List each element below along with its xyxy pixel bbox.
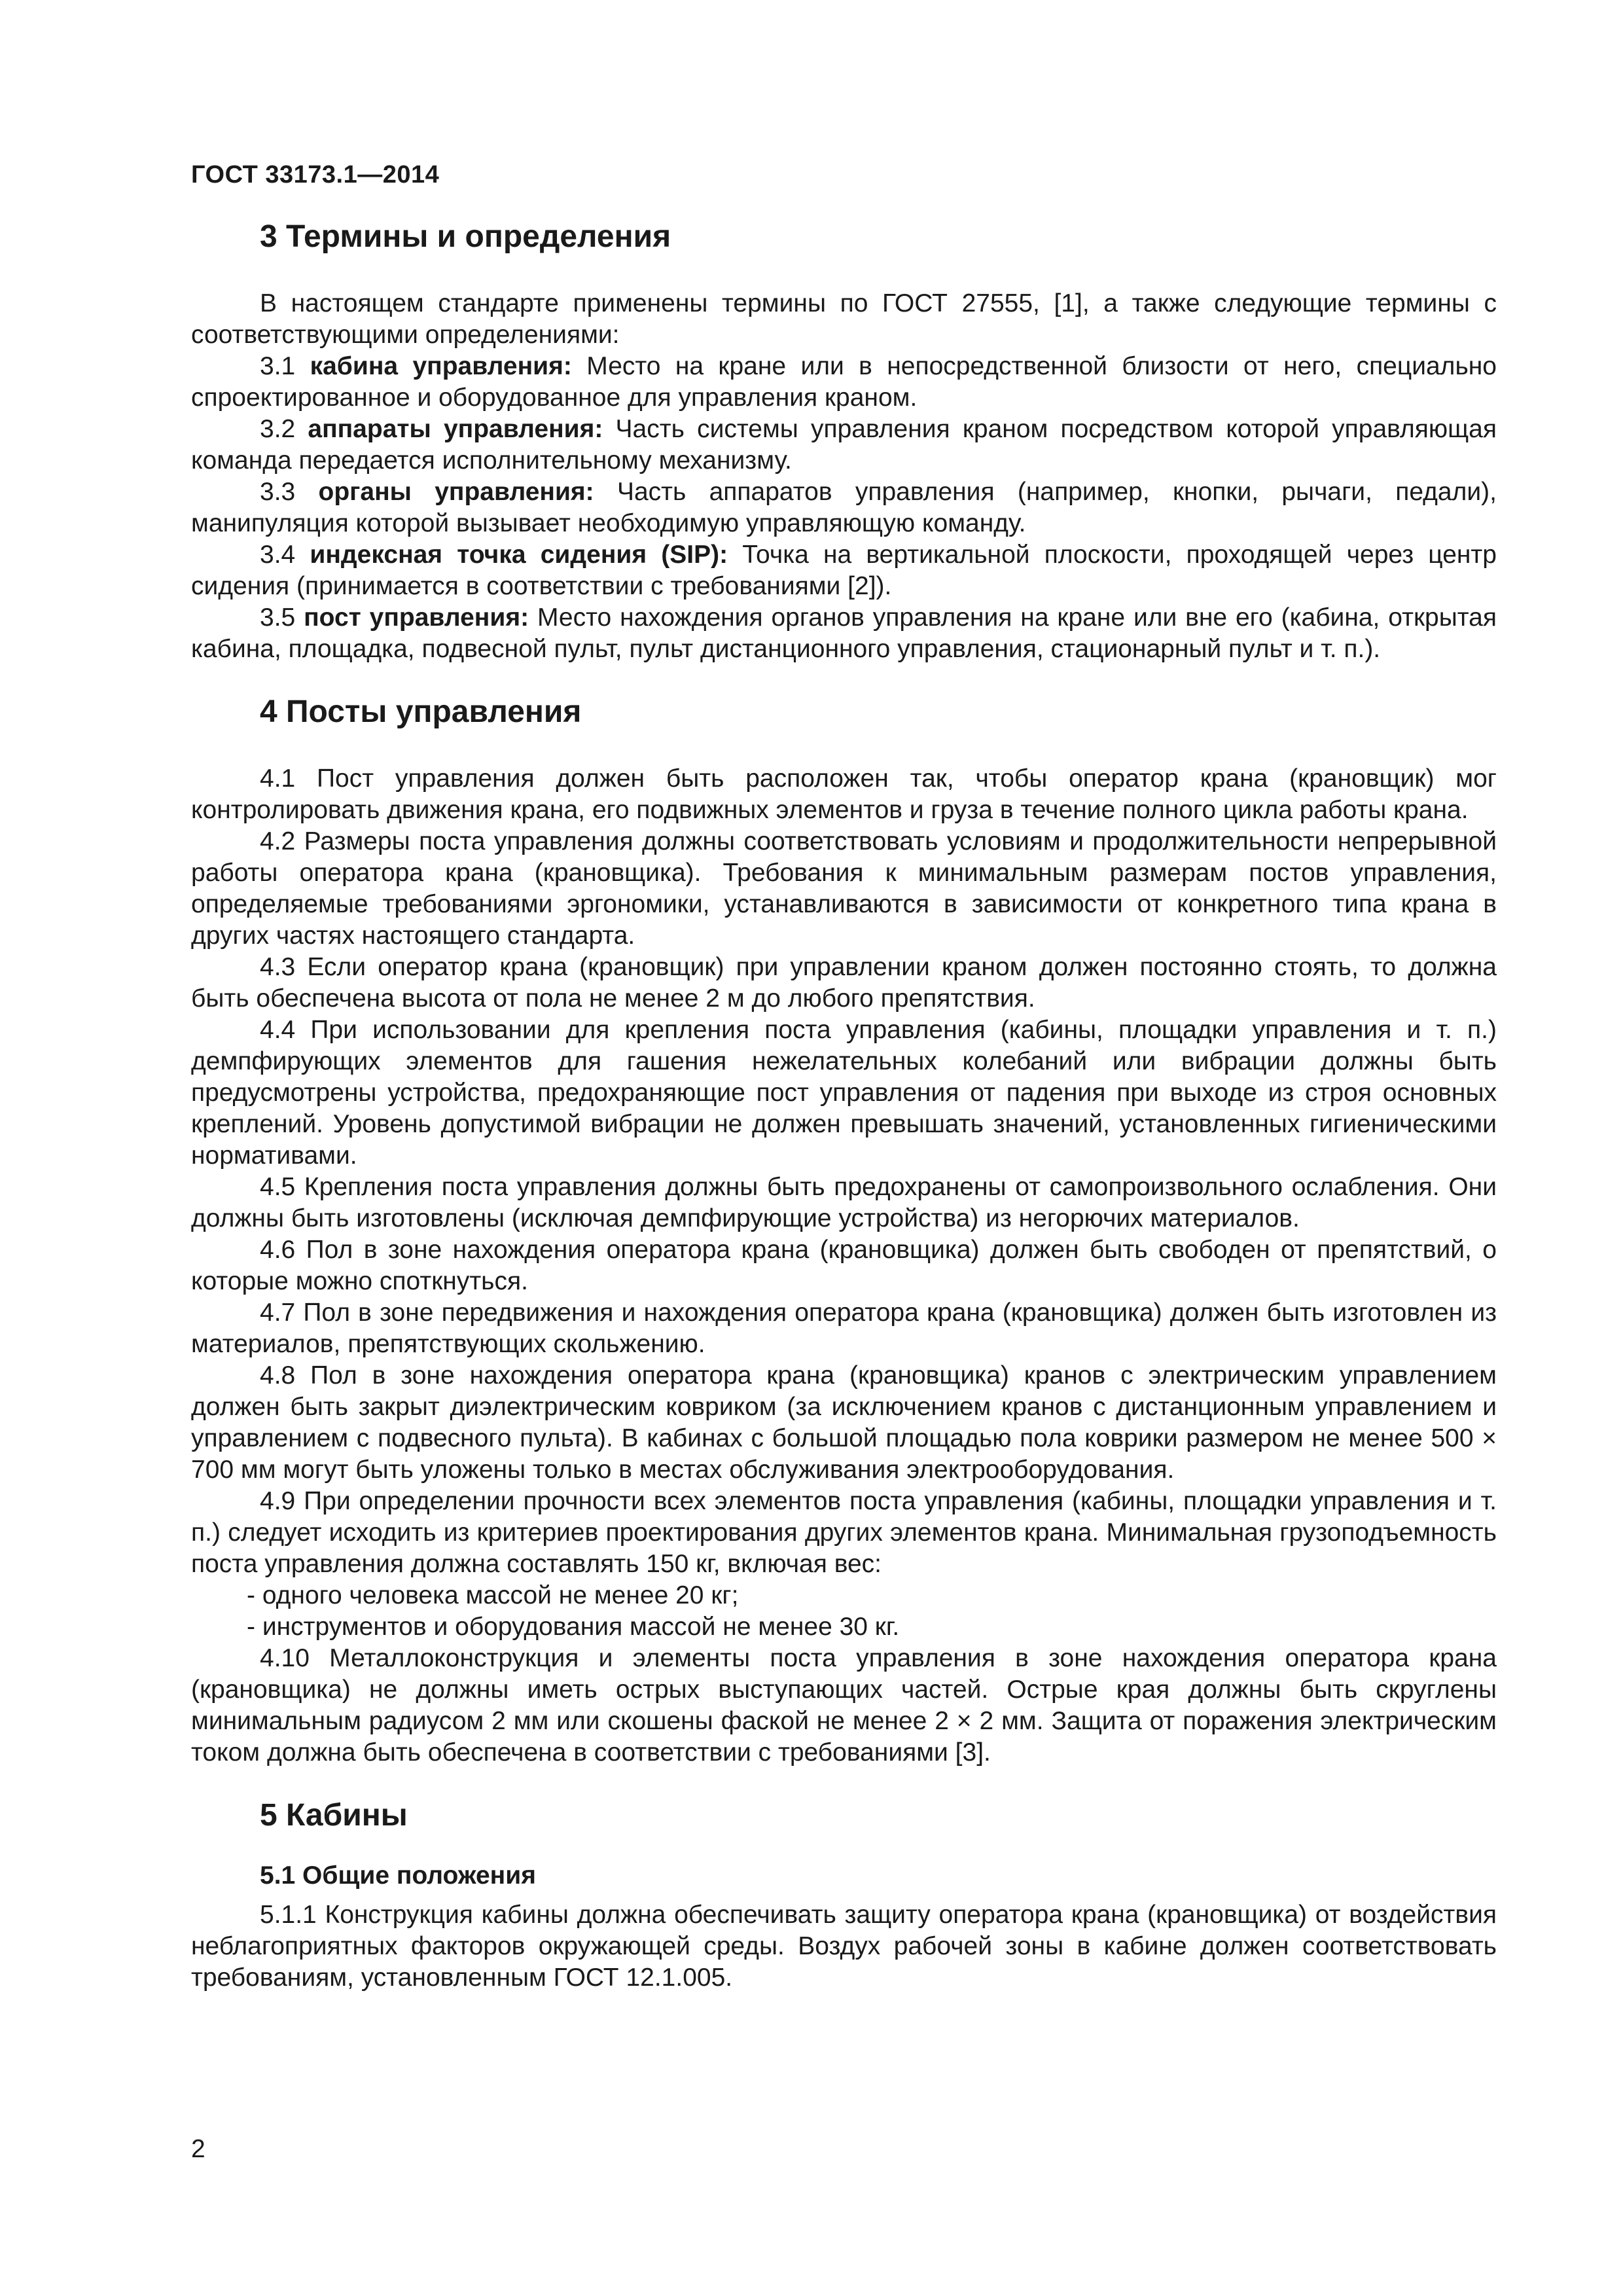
paragraph-4-7: 4.7 Пол в зоне передвижения и нахождения оператора крана (крановщика) должен быть изготовлен из материалов, препятствующих скольжению. xyxy=(191,1299,1497,1358)
term-name: органы управления: xyxy=(318,478,594,506)
term-3-3 xyxy=(191,476,1497,539)
term-3-4 xyxy=(191,539,1497,602)
list-item: - инструментов и оборудования массой не менее 30 кг. xyxy=(247,1613,900,1641)
paragraph-4-3: 4.3 Если оператор крана (крановщик) при управлении краном должен постоянно стоять, то должна быть обеспечена высота от пола не менее 2 м до любого препятствия. xyxy=(191,953,1497,1013)
term-name: кабина управления: xyxy=(310,352,572,380)
paragraph-4-5: 4.5 Крепления поста управления должны быть предохранены от самопроизвольного ослабления. Они должны быть изготовлены (исключая демпфирующие устройства) из негорючих материалов. xyxy=(191,1173,1497,1232)
paragraph-4-2: 4.2 Размеры поста управления должны соответствовать условиям и продолжительности непрерывной работы оператора крана (крановщика). Требования к минимальным размерам постов управления, определяемые требованиями эргономики, устанавливаются в зависимости от конкретного типа крана в других частях настоящего стандарта. xyxy=(191,827,1497,950)
paragraph-5-1-1: 5.1.1 Конструкция кабины должна обеспечивать защиту оператора крана (крановщика) от воздействия неблагоприятных факторов окружающей среды. Воздух рабочей зоны в кабине должен соответствовать требованиям, установленным ГОСТ 12.1.005. xyxy=(191,1901,1497,1992)
term-name: аппараты управления: xyxy=(308,415,603,443)
list-item: - одного человека массой не менее 20 кг; xyxy=(247,1581,739,1609)
page-number: 2 xyxy=(191,2135,205,2163)
subsection-5-1-heading: 5.1 Общие положения xyxy=(260,1861,536,1890)
term-number: 3.1 xyxy=(260,352,310,380)
section-3-heading: 3 Термины и определения xyxy=(260,219,671,254)
term-name: индексная точка сидения (SIP): xyxy=(310,541,728,569)
paragraph-4-9: 4.9 При определении прочности всех элементов поста управления (кабины, площадки управления и т. п.) следует исходить из критериев проектирования других элементов крана. Минимальная грузоподъемность поста управления должна составлять 150 кг, включая вес: xyxy=(191,1487,1497,1578)
term-definition: Место на кране или в непосредственной близости от него, специально спроектированное и оборудованное для управления краном. xyxy=(191,352,1497,412)
term-name: пост управления: xyxy=(304,603,529,632)
paragraph-4-4: 4.4 При использовании для крепления поста управления (кабины, площадки управления и т. п.) демпфирующих элементов для гашения нежелательных колебаний или вибрации должны быть предусмотрены устройства, предохраняющие пост управления от падения при выходе из строя основных креплений. Уровень допустимой вибрации не должен превышать значений, установленных гигиеническими нормативами. xyxy=(191,1016,1497,1170)
term-3-1 xyxy=(191,351,1497,414)
term-number: 3.4 xyxy=(260,541,310,569)
term-3-5 xyxy=(191,602,1497,665)
term-definition: Место нахождения органов управления на кране или вне его (кабина, открытая кабина, площадка, подвесной пульт, пульт дистанционного управления, стационарный пульт и т. п.). xyxy=(191,603,1497,663)
paragraph-4-6: 4.6 Пол в зоне нахождения оператора крана (крановщика) должен быть свободен от препятствий, о которые можно споткнуться. xyxy=(191,1236,1497,1295)
document-body xyxy=(191,216,1497,1994)
term-definition: Часть аппаратов управления (например, кнопки, рычаги, педали), манипуляция которой вызывает необходимую управляющую команду. xyxy=(191,478,1497,537)
term-number: 3.2 xyxy=(260,415,308,443)
term-3-2 xyxy=(191,414,1497,476)
paragraph-4-1: 4.1 Пост управления должен быть расположен так, чтобы оператор крана (крановщик) мог контролировать движения крана, его подвижных элементов и груза в течение полного цикла работы крана. xyxy=(191,764,1497,824)
term-number: 3.3 xyxy=(260,478,319,506)
section-4-heading: 4 Посты управления xyxy=(260,694,582,729)
term-number: 3.5 xyxy=(260,603,304,632)
paragraph-4-8: 4.8 Пол в зоне нахождения оператора крана (крановщика) кранов с электрическим управлением должен быть закрыт диэлектрическим ковриком (за исключением кранов с дистанционным управлением и управлением с подвесного пульта). В кабинах с большой площадью пола коврики размером не менее 500 × 700 мм могут быть уложены только в местах обслуживания электрооборудования. xyxy=(191,1361,1497,1484)
term-definition: Часть системы управления краном посредством которой управляющая команда передается исполнительному механизму. xyxy=(191,415,1497,475)
paragraph-4-10: 4.10 Металлоконструкция и элементы поста управления в зоне нахождения оператора крана (крановщика) не должны иметь острых выступающих частей. Острые края должны быть скруглены минимальным радиусом 2 мм или скошены фаской не менее 2 × 2 мм. Защита от поражения электрическим током должна быть обеспечена в соответствии с требованиями [3]. xyxy=(191,1644,1497,1767)
term-definition: Точка на вертикальной плоскости, проходящей через центр сидения (принимается в соответствии с требованиями [2]). xyxy=(191,541,1497,600)
section-3-intro: В настоящем стандарте применены термины по ГОСТ 27555, [1], а также следующие термины с соответствующими определениями: xyxy=(191,289,1497,349)
document-code-header: ГОСТ 33173.1—2014 xyxy=(191,161,440,188)
section-5-heading: 5 Кабины xyxy=(260,1798,408,1833)
